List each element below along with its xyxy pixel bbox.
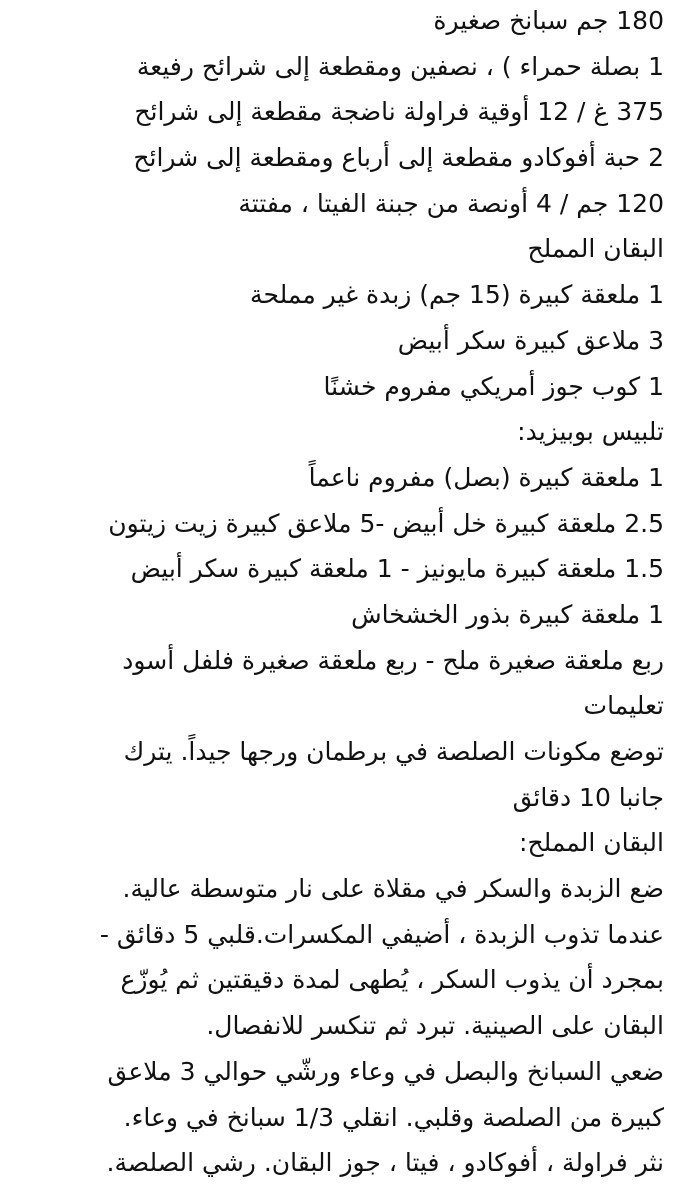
text-line-3: 375 غ / 12 أوقية فراولة ناضجة مقطعة إلى شرائح bbox=[134, 97, 664, 127]
text-line-24: ضعي السبانخ والبصل في وعاء ورشّي حوالي 3 ملاعق bbox=[107, 1056, 664, 1086]
text-line-13: 1.5 ملعقة كبيرة مايونيز - 1 ملعقة كبيرة سكر أبيض bbox=[130, 554, 664, 584]
text-line-22: بمجرد أن يذوب السكر ، يُطهى لمدة دقيقتين ثم يُوزّع bbox=[120, 965, 664, 995]
section-heading-candied-pecans-steps: البقان المملح: bbox=[519, 828, 664, 858]
text-line-4: 2 حبة أفوكادو مقطعة إلى أرباع ومقطعة إلى شرائح bbox=[133, 143, 664, 173]
text-line-21: عندما تذوب الزبدة ، أضيفي المكسرات.قلبي 5 دقائق - bbox=[99, 919, 664, 949]
section-heading-instructions: تعليمات bbox=[583, 691, 664, 721]
text-line-12: 2.5 ملعقة كبيرة خل أبيض -5 ملاعق كبيرة زيت زيتون bbox=[108, 508, 664, 538]
text-line-14: 1 ملعقة كبيرة بذور الخشخاش bbox=[351, 599, 664, 629]
text-line-7: 1 ملعقة كبيرة (15 جم) زبدة غير مملحة bbox=[250, 280, 664, 310]
text-line-1: 180 جم سبانخ صغيرة bbox=[433, 6, 664, 35]
text-line-11: 1 ملعقة كبيرة (بصل) مفروم ناعماً bbox=[308, 462, 664, 492]
text-line-2: 1 بصلة حمراء ) ، نصفين ومقطعة إلى شرائح رفيعة bbox=[136, 51, 664, 81]
text-line-25: كبيرة من الصلصة وقلبي. انقلي 1/3 سبانخ في وعاء. bbox=[123, 1102, 664, 1132]
section-heading-candied-pecans: البقان المملح bbox=[527, 234, 664, 264]
text-line-9: 1 كوب جوز أمريكي مفروم خشنًا bbox=[323, 371, 664, 401]
text-line-17: توضع مكونات الصلصة في برطمان ورجها جيداً. يترك bbox=[123, 737, 664, 766]
text-line-8: 3 ملاعق كبيرة سكر أبيض bbox=[397, 325, 664, 355]
text-line-18: جانبا 10 دقائق bbox=[512, 782, 664, 812]
text-line-5: 120 جم / 4 أونصة من جبنة الفيتا ، مفتتة bbox=[238, 188, 664, 218]
text-line-26: نثر فراولة ، أفوكادو ، فيتا ، جوز البقان. رشي الصلصة. bbox=[106, 1148, 664, 1178]
text-line-15: ربع ملعقة صغيرة ملح - ربع ملعقة صغيرة فلفل أسود bbox=[122, 645, 664, 675]
text-line-20: ضع الزبدة والسكر في مقلاة على نار متوسطة عالية. bbox=[122, 874, 664, 904]
text-line-23: البقان على الصينية. تبرد ثم تنكسر للانفصال. bbox=[206, 1011, 664, 1041]
section-heading-dressing: تلبيس بوبيزيد: bbox=[517, 417, 664, 447]
